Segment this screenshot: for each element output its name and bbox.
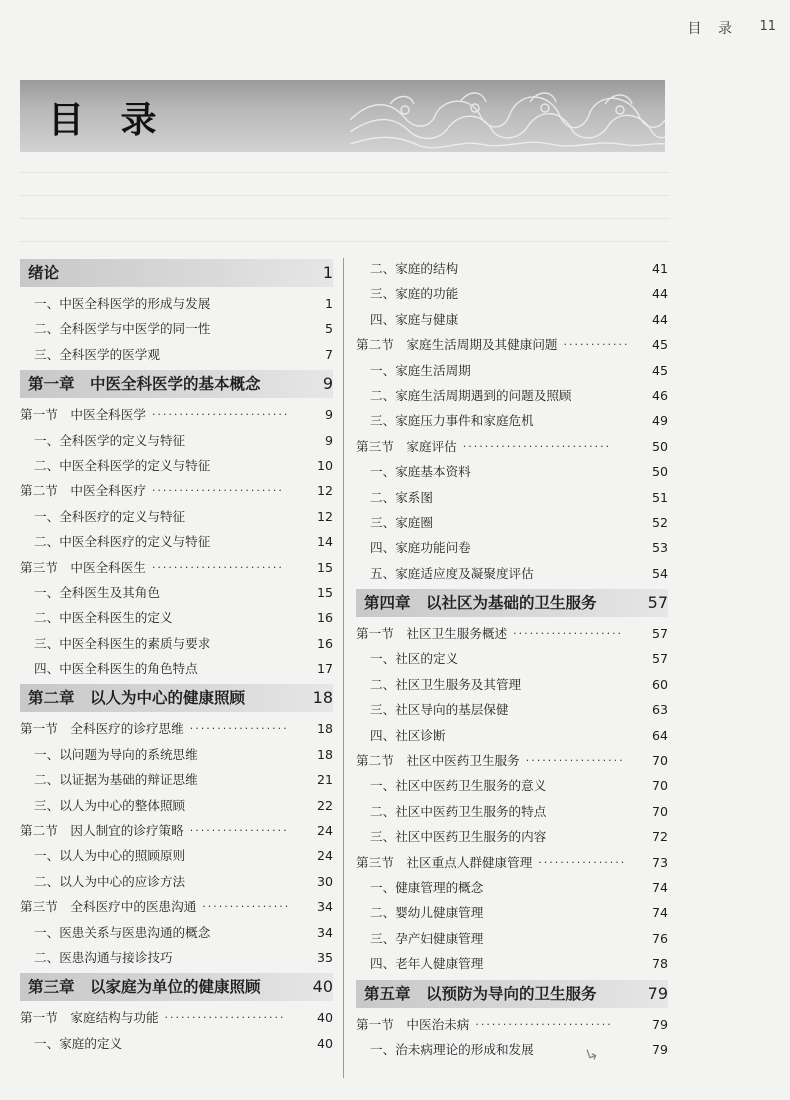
item-title: 三、全科医学的医学观: [34, 346, 160, 362]
dot-leader: ······················: [164, 1011, 286, 1025]
section-page: 12: [316, 483, 333, 499]
item-title: 一、健康管理的概念: [370, 879, 484, 895]
section-page: 79: [651, 1016, 668, 1032]
dot-leader: ····················: [513, 627, 624, 641]
section-title: 第一节 中医治未病: [356, 1016, 470, 1032]
dot-leader: ························: [151, 560, 284, 574]
item-page: 18: [316, 746, 333, 762]
toc-section[interactable]: [356, 434, 668, 459]
toc-item[interactable]: [356, 535, 668, 560]
item-title: 三、社区中医药卫生服务的内容: [370, 829, 547, 845]
item-title: 一、家庭基本资料: [370, 464, 471, 480]
section-title: 第三节 社区重点人群健康管理: [356, 854, 533, 870]
toc-item[interactable]: [20, 1031, 333, 1056]
item-title: 五、家庭适应度及凝聚度评估: [370, 565, 534, 581]
toc-item[interactable]: [356, 900, 668, 925]
item-page: 44: [651, 311, 668, 327]
item-title: 四、社区诊断: [370, 727, 446, 743]
item-page: 70: [651, 778, 668, 794]
item-title: 一、社区的定义: [370, 651, 459, 667]
toc-item[interactable]: [356, 723, 668, 748]
toc-chapter[interactable]: [20, 259, 333, 287]
toc-item[interactable]: [20, 580, 333, 605]
dot-leader: ············: [563, 338, 630, 352]
toc-item[interactable]: [356, 1037, 668, 1062]
item-page: 54: [651, 565, 668, 581]
section-page: 15: [316, 559, 333, 575]
item-page: 7: [324, 346, 333, 362]
item-page: 53: [651, 540, 668, 556]
item-title: 三、以人为中心的整体照顾: [34, 797, 186, 813]
item-title: 二、社区卫生服务及其管理: [370, 676, 522, 692]
item-title: 三、中医全科医生的素质与要求: [34, 635, 211, 651]
section-page: 18: [316, 721, 333, 737]
toc-section[interactable]: [356, 332, 668, 357]
chapter-title: 第一章 中医全科医学的基本概念: [28, 375, 261, 394]
dot-leader: ··················: [189, 824, 289, 838]
section-title: 第二节 家庭生活周期及其健康问题: [356, 337, 558, 353]
toc-item[interactable]: [20, 843, 333, 868]
running-header: [0, 14, 790, 42]
toc-item[interactable]: [356, 646, 668, 671]
section-page: 70: [651, 753, 668, 769]
item-page: 79: [651, 1041, 668, 1057]
chapter-title: 第四章 以社区为基础的卫生服务: [364, 594, 597, 613]
toc-item[interactable]: [20, 453, 333, 478]
contents-title: 目 录: [48, 99, 169, 141]
item-title: 四、中医全科医生的角色特点: [34, 661, 198, 677]
item-title: 一、全科医生及其角色: [34, 584, 160, 600]
item-title: 三、家庭圈: [370, 514, 433, 530]
item-title: 三、家庭的功能: [370, 286, 459, 302]
section-title: 第三节 全科医疗中的医患沟通: [20, 899, 197, 915]
item-page: 16: [316, 610, 333, 626]
item-title: 三、社区导向的基层保健: [370, 702, 509, 718]
section-title: 第一节 中医全科医学: [20, 407, 146, 423]
item-page: 24: [316, 848, 333, 864]
item-page: 5: [324, 321, 333, 337]
section-title: 第一节 全科医疗的诊疗思维: [20, 721, 184, 737]
item-title: 一、医患关系与医患沟通的概念: [34, 924, 211, 940]
section-page: 73: [651, 854, 668, 870]
item-page: 30: [316, 873, 333, 889]
item-page: 63: [651, 702, 668, 718]
item-title: 二、以证据为基础的辩证思维: [34, 772, 198, 788]
item-page: 78: [651, 956, 668, 972]
toc-item[interactable]: [356, 672, 668, 697]
toc-section[interactable]: [356, 621, 668, 646]
toc-item[interactable]: [20, 631, 333, 656]
chapter-page: 40: [312, 977, 333, 997]
toc-item[interactable]: [356, 256, 668, 281]
toc-section[interactable]: [356, 748, 668, 773]
toc-item[interactable]: [20, 529, 333, 554]
toc-section[interactable]: [20, 716, 333, 741]
item-page: 72: [651, 829, 668, 845]
item-title: 三、家庭压力事件和家庭危机: [370, 413, 534, 429]
section-title: 第一节 家庭结构与功能: [20, 1010, 159, 1026]
item-title: 二、中医全科医学的定义与特征: [34, 457, 211, 473]
item-page: 51: [651, 489, 668, 505]
item-page: 40: [316, 1035, 333, 1051]
toc-item[interactable]: [356, 875, 668, 900]
dot-leader: ··················: [189, 722, 289, 736]
section-page: 24: [316, 823, 333, 839]
chapter-page: 79: [647, 983, 668, 1003]
toc-item[interactable]: [20, 869, 333, 894]
item-title: 一、家庭生活周期: [370, 362, 471, 378]
item-page: 22: [316, 797, 333, 813]
item-page: 10: [316, 457, 333, 473]
chapter-title: 绪论: [28, 264, 60, 282]
dot-leader: ·························: [475, 1017, 613, 1031]
pen-mark-icon: ↳: [582, 1043, 602, 1066]
toc-item[interactable]: [20, 945, 333, 970]
toc-item[interactable]: [20, 428, 333, 453]
item-page: 21: [316, 772, 333, 788]
toc-item[interactable]: [356, 459, 668, 484]
toc-chapter[interactable]: [20, 973, 333, 1001]
toc-item[interactable]: [356, 358, 668, 383]
toc-item[interactable]: [20, 767, 333, 792]
toc-item[interactable]: [356, 408, 668, 433]
toc-section[interactable]: [20, 818, 333, 843]
item-title: 一、以人为中心的照顾原则: [34, 848, 186, 864]
item-page: 57: [651, 651, 668, 667]
column-divider: [343, 258, 344, 1078]
item-title: 四、家庭与健康: [370, 311, 459, 327]
show-through-background: [20, 150, 670, 260]
toc-item[interactable]: [356, 561, 668, 586]
section-page: 57: [651, 626, 668, 642]
toc-item[interactable]: [356, 697, 668, 722]
item-page: 41: [651, 261, 668, 276]
item-title: 二、家庭的结构: [370, 261, 459, 276]
toc-item[interactable]: [356, 485, 668, 510]
item-title: 二、婴幼儿健康管理: [370, 905, 484, 921]
toc-section[interactable]: [20, 894, 333, 919]
item-title: 二、中医全科医疗的定义与特征: [34, 534, 211, 550]
item-title: 一、中医全科医学的形成与发展: [34, 296, 211, 311]
dot-leader: ···························: [462, 439, 612, 453]
item-page: 49: [651, 413, 668, 429]
item-title: 四、家庭功能问卷: [370, 540, 471, 556]
chapter-title: 第三章 以家庭为单位的健康照顾: [28, 978, 261, 997]
toc-item[interactable]: [20, 342, 333, 367]
section-page: 40: [316, 1010, 333, 1026]
item-page: 35: [316, 949, 333, 965]
item-title: 二、医患沟通与接诊技巧: [34, 949, 173, 965]
toc-item[interactable]: [20, 605, 333, 630]
contents-banner: [20, 80, 665, 152]
section-title: 第三节 家庭评估: [356, 438, 457, 454]
dot-leader: ·························: [151, 408, 290, 422]
section-page: 9: [324, 407, 333, 423]
item-page: 44: [651, 286, 668, 302]
toc-chapter[interactable]: [20, 370, 333, 398]
toc-item[interactable]: [356, 281, 668, 306]
toc-section[interactable]: [356, 1012, 668, 1037]
toc-chapter[interactable]: [20, 684, 333, 712]
item-page: 17: [316, 661, 333, 677]
chapter-title: 第二章 以人为中心的健康照顾: [28, 689, 246, 708]
toc-section[interactable]: [20, 478, 333, 503]
toc-item[interactable]: [20, 793, 333, 818]
item-page: 45: [651, 362, 668, 378]
toc-item[interactable]: [20, 920, 333, 945]
section-title: 第三节 中医全科医生: [20, 559, 146, 575]
item-page: 15: [316, 584, 333, 600]
toc-left-column: [20, 256, 333, 1056]
toc-item[interactable]: [356, 510, 668, 535]
item-page: 14: [316, 534, 333, 550]
item-title: 二、家庭生活周期遇到的问题及照顾: [370, 387, 572, 403]
page-number: 11: [759, 19, 776, 34]
dot-leader: ··················: [525, 754, 625, 768]
toc-chapter[interactable]: [356, 980, 668, 1008]
dot-leader: ················: [202, 900, 291, 914]
item-title: 四、老年人健康管理: [370, 956, 484, 972]
toc-section[interactable]: [356, 850, 668, 875]
toc-item[interactable]: [20, 504, 333, 529]
section-title: 第一节 社区卫生服务概述: [356, 626, 508, 642]
toc-item[interactable]: [356, 307, 668, 332]
toc-item[interactable]: [356, 926, 668, 951]
item-page: 70: [651, 803, 668, 819]
toc-item[interactable]: [356, 951, 668, 976]
item-page: 34: [316, 924, 333, 940]
toc-item[interactable]: [356, 383, 668, 408]
toc-item[interactable]: [356, 799, 668, 824]
item-title: 二、以人为中心的应诊方法: [34, 873, 186, 889]
section-title: 第二节 因人制宜的诊疗策略: [20, 823, 184, 839]
item-page: 74: [651, 879, 668, 895]
item-title: 一、社区中医药卫生服务的意义: [370, 778, 547, 794]
toc-section[interactable]: [20, 402, 333, 427]
toc-item[interactable]: [20, 291, 333, 316]
section-page: 34: [316, 899, 333, 915]
item-title: 二、全科医学与中医学的同一性: [34, 321, 211, 337]
item-title: 一、全科医疗的定义与特征: [34, 508, 186, 524]
item-title: 一、治未病理论的形成和发展: [370, 1041, 534, 1057]
item-title: 二、中医全科医生的定义: [34, 610, 173, 626]
section-title: 第二节 中医全科医疗: [20, 483, 146, 499]
item-page: 60: [651, 676, 668, 692]
item-page: 16: [316, 635, 333, 651]
chapter-page: 1: [322, 263, 333, 282]
toc-item[interactable]: [20, 742, 333, 767]
toc-item[interactable]: [20, 316, 333, 341]
item-page: 9: [324, 432, 333, 448]
item-page: 46: [651, 387, 668, 403]
item-page: 12: [316, 508, 333, 524]
item-page: 64: [651, 727, 668, 743]
toc-section[interactable]: [20, 555, 333, 580]
item-title: 三、孕产妇健康管理: [370, 930, 484, 946]
item-title: 二、家系图: [370, 489, 433, 505]
item-page: 50: [651, 464, 668, 480]
item-title: 一、以问题为导向的系统思维: [34, 746, 198, 762]
toc-item[interactable]: [356, 824, 668, 849]
item-page: 74: [651, 905, 668, 921]
chapter-title: 第五章 以预防为导向的卫生服务: [364, 984, 597, 1003]
section-title: 第二节 社区中医药卫生服务: [356, 753, 520, 769]
item-page: 52: [651, 514, 668, 530]
toc-item[interactable]: [356, 773, 668, 798]
toc-chapter[interactable]: [356, 589, 668, 617]
dot-leader: ················: [538, 855, 627, 869]
item-title: 二、社区中医药卫生服务的特点: [370, 803, 547, 819]
item-page: 76: [651, 930, 668, 946]
chapter-page: 57: [647, 593, 668, 613]
item-title: 一、家庭的定义: [34, 1035, 123, 1051]
toc-item[interactable]: [20, 656, 333, 681]
section-page: 50: [651, 438, 668, 454]
item-page: 1: [324, 296, 333, 311]
wave-pattern-icon: [350, 80, 665, 152]
chapter-page: 18: [312, 688, 333, 708]
dot-leader: ························: [151, 484, 284, 498]
item-title: 一、全科医学的定义与特征: [34, 432, 186, 448]
running-header-title: 目 录: [687, 21, 738, 37]
section-page: 45: [651, 337, 668, 353]
toc-section[interactable]: [20, 1005, 333, 1030]
toc-right-column: [356, 256, 668, 1062]
chapter-page: 9: [322, 374, 333, 394]
